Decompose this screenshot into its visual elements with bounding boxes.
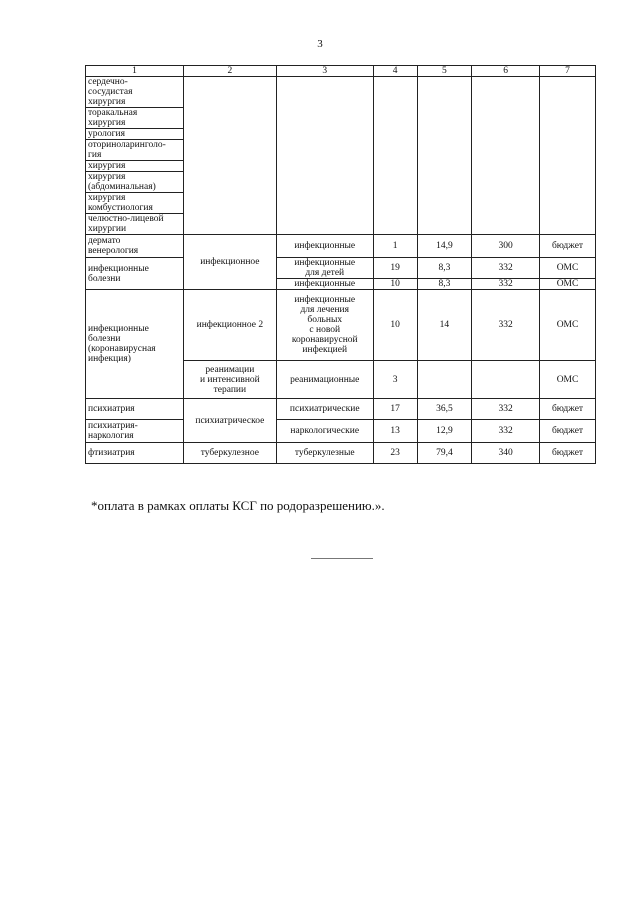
empty-cell (540, 77, 596, 235)
header-cell: 6 (472, 66, 540, 77)
profile-cell: хирургия комбустиология (86, 193, 184, 214)
value-cell: 10 (373, 279, 417, 290)
profile-cell: оториноларинголо- гия (86, 140, 184, 161)
empty-cell (276, 77, 373, 235)
department-cell: инфекционное (183, 235, 276, 290)
profile-cell: психиатрия- наркология (86, 420, 184, 443)
value-cell: 300 (472, 235, 540, 258)
page-number: 3 (317, 38, 323, 50)
bed-type-cell: реанимационные (276, 361, 373, 399)
table-row (86, 443, 596, 464)
table-row (86, 399, 596, 420)
table-row (86, 290, 596, 361)
bed-type-cell: инфекционные (276, 235, 373, 258)
value-cell: бюджет (540, 235, 596, 258)
empty-cell (472, 77, 540, 235)
profile-cell: инфекционные болезни (86, 258, 184, 290)
value-cell: 332 (472, 279, 540, 290)
value-cell: 332 (472, 399, 540, 420)
value-cell: 36,5 (417, 399, 472, 420)
value-cell: 8,3 (417, 279, 472, 290)
department-cell: туберкулезное (183, 443, 276, 464)
department-cell: инфекционное 2 (183, 290, 276, 361)
header-cell: 3 (276, 66, 373, 77)
value-cell: ОМС (540, 290, 596, 361)
table-row (86, 235, 596, 258)
beds-table (85, 65, 596, 464)
value-cell: ОМС (540, 361, 596, 399)
empty-cell (417, 77, 472, 235)
header-cell: 7 (540, 66, 596, 77)
value-cell: бюджет (540, 399, 596, 420)
value-cell: 12,9 (417, 420, 472, 443)
profile-cell: челюстно-лицевой хирургии (86, 214, 184, 235)
bed-type-cell: инфекционные для детей (276, 258, 373, 279)
table-row (86, 77, 596, 108)
value-cell: 13 (373, 420, 417, 443)
profile-cell: хирургия (абдоминальная) (86, 172, 184, 193)
value-cell: 14 (417, 290, 472, 361)
value-cell: 14,9 (417, 235, 472, 258)
profile-cell: инфекционные болезни (коронавирусная инфекция) (86, 290, 184, 399)
profile-cell: торакальная хирургия (86, 108, 184, 129)
value-cell: 332 (472, 290, 540, 361)
bed-type-cell: психиатрические (276, 399, 373, 420)
value-cell: 23 (373, 443, 417, 464)
value-cell (417, 361, 472, 399)
profile-cell: фтизиатрия (86, 443, 184, 464)
empty-cell (373, 77, 417, 235)
header-cell: 2 (183, 66, 276, 77)
profile-cell: урология (86, 129, 184, 140)
value-cell: 332 (472, 420, 540, 443)
profile-cell: хирургия (86, 161, 184, 172)
value-cell (472, 361, 540, 399)
department-cell: реанимации и интенсивной терапии (183, 361, 276, 399)
bed-type-cell: инфекционные для лечения больных с новой коронавирусной инфекцией (276, 290, 373, 361)
value-cell: 17 (373, 399, 417, 420)
department-cell: психиатрическое (183, 399, 276, 443)
value-cell: 340 (472, 443, 540, 464)
bed-type-cell: наркологические (276, 420, 373, 443)
end-divider (311, 558, 373, 559)
header-cell: 5 (417, 66, 472, 77)
table-row (86, 258, 596, 279)
empty-cell (183, 77, 276, 235)
bed-type-cell: инфекционные (276, 279, 373, 290)
value-cell: 10 (373, 290, 417, 361)
value-cell: 8,3 (417, 258, 472, 279)
bed-type-cell: туберкулезные (276, 443, 373, 464)
table-row (86, 420, 596, 443)
value-cell: 3 (373, 361, 417, 399)
value-cell: бюджет (540, 420, 596, 443)
value-cell: бюджет (540, 443, 596, 464)
table-header-row (86, 66, 596, 77)
header-cell: 4 (373, 66, 417, 77)
value-cell: 19 (373, 258, 417, 279)
profile-cell: психиатрия (86, 399, 184, 420)
value-cell: ОМС (540, 258, 596, 279)
value-cell: 1 (373, 235, 417, 258)
value-cell: 332 (472, 258, 540, 279)
value-cell: 79,4 (417, 443, 472, 464)
footnote: *оплата в рамках оплаты КСГ по родоразрешению.». (91, 498, 385, 513)
header-cell: 1 (86, 66, 184, 77)
profile-cell: дермато венерология (86, 235, 184, 258)
profile-cell: сердечно- сосудистая хирургия (86, 77, 184, 108)
value-cell: ОМС (540, 279, 596, 290)
